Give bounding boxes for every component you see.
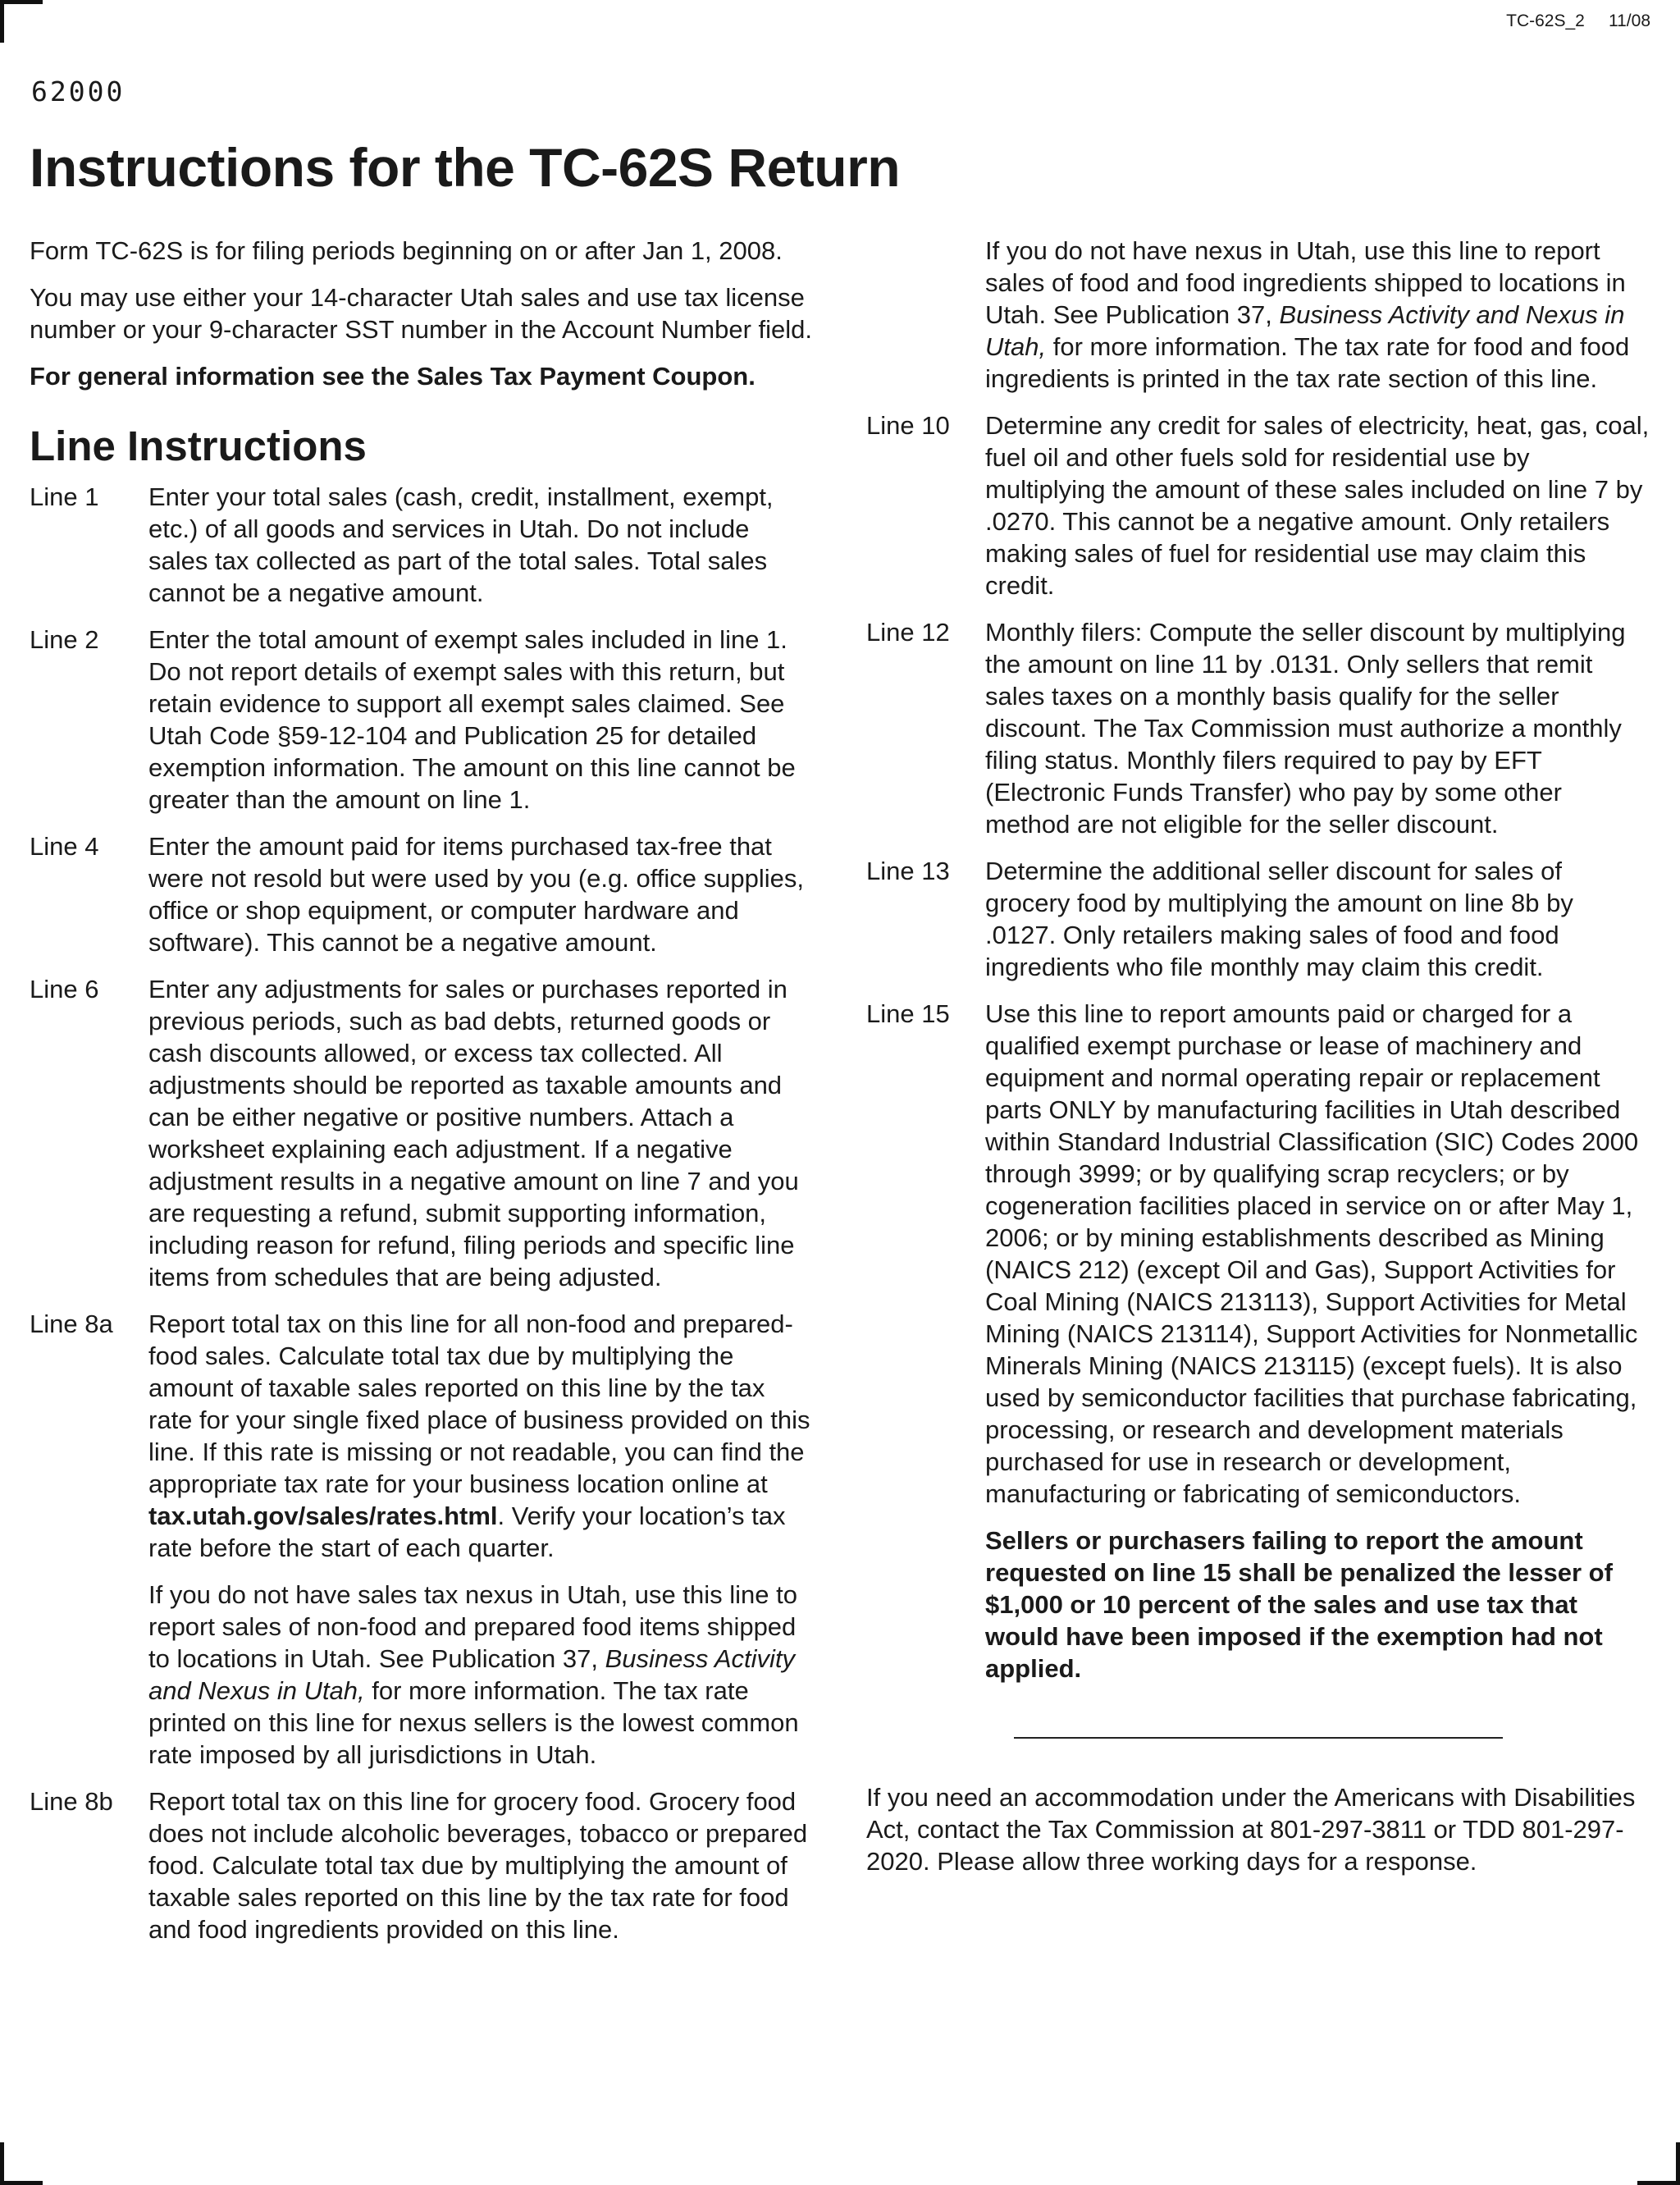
line-text-part: Report total tax on this line for all non-food and prepared-food sales. Calculate total tax due by multiplying the amount of taxable sales reported on this line by the tax rate for your single fixed place of business provided on this line. If this rate is missing or not readable, you can find the appropriate tax rate for your business location online at: [148, 1310, 810, 1498]
line-15-instruction: [866, 998, 1650, 1510]
form-id: TC-62S_2 11/08: [1506, 11, 1650, 30]
line-10-instruction: [866, 409, 1650, 601]
crop-mark-bottom-right-h: [1637, 2181, 1680, 2185]
line-text-part: If you do not have sales tax nexus in Utah, use this line to report sales of non-food and prepared food items shipped to locations in Utah. See Publication 37,: [148, 1580, 797, 1673]
line-label: Line 10: [866, 411, 950, 440]
line-label: Line 15: [866, 999, 950, 1028]
line-text: Enter the total amount of exempt sales included in line 1. Do not report details of exempt sales with this return, but retain evidence to support all exempt sales claimed. See Utah Code §59-12-104 and Publication 25 for detailed exemption information. The amount on this line cannot be greater than the amount on line 1.: [148, 625, 796, 814]
section-heading: Line Instructions: [30, 423, 367, 469]
line-text: [148, 1308, 814, 1564]
line-text: Monthly filers: Compute the seller discount by multiplying the amount on line 11 by .0131. Only sellers that remit sales taxes on a monthly basis qualify for the seller discount. The Tax Commission must authorize a monthly filing status. Monthly filers required to pay by EFT (Electronic Funds Transfer) who pay by some other method are not eligible for the seller discount.: [985, 618, 1626, 839]
line-label: Line 8a: [30, 1310, 113, 1338]
line-text: Enter your total sales (cash, credit, installment, exempt, etc.) of all goods and services in Utah. Do not include sales tax collected as part of the total sales. Total sales cannot be a negative amount.: [148, 482, 774, 607]
line-label: Line 6: [30, 975, 99, 1003]
line-13-instruction: [866, 855, 1650, 983]
line-text: Determine any credit for sales of electricity, heat, gas, coal, fuel oil and other fuels sold for residential use by multiplying the amount of these sales included on line 7 by .0270. This cannot be a negative amount. Only retailers making sales of fuel for residential use may claim this credit.: [985, 411, 1650, 600]
form-number: 62000: [31, 75, 126, 107]
crop-mark-bottom-left-h: [0, 2181, 43, 2185]
line-8b-nexus-paragraph: [985, 235, 1650, 395]
line-4-instruction: [30, 830, 814, 958]
line-text-part: for more information. The tax rate printed on this line for nexus sellers is the lowest common rate imposed by all jurisdictions in Utah.: [148, 1676, 799, 1769]
intro-general-info: For general information see the Sales Tax Payment Coupon.: [30, 362, 756, 391]
line-text-part: for more information. The tax rate for food and food ingredients is printed in the tax rate section of this line.: [985, 332, 1630, 393]
intro-filing-periods: Form TC-62S is for filing periods beginning on or after Jan 1, 2008.: [30, 236, 783, 265]
line-label: Line 13: [866, 857, 950, 885]
line-text-part: If you do not have nexus in Utah, use this line to report sales of food and food ingredients shipped to locations in Utah. See Publication 37,: [985, 236, 1626, 329]
ada-notice: If you need an accommodation under the Americans with Disabilities Act, contact the Tax Commission at 801-297-3811 or TDD 801-297-2020. Please allow three working days for a response.: [866, 1783, 1636, 1876]
crop-mark-bottom-right-v: [1676, 2142, 1680, 2185]
line-label: Line 2: [30, 625, 99, 654]
line-8b-instruction: [30, 1785, 814, 1945]
line-8a-instruction: [30, 1308, 814, 1564]
line-text: Report total tax on this line for grocery food. Grocery food does not include alcoholic beverages, tobacco or prepared food. Calculate total tax due by multiplying the amount of taxable sales reported on this line by the tax rate for food and food ingredients provided on this line.: [148, 1787, 808, 1944]
line-label: Line 1: [30, 482, 99, 511]
right-column: [866, 235, 1650, 1892]
line-8a-nexus-paragraph: [148, 1579, 814, 1771]
line-label: Line 4: [30, 832, 99, 861]
publication-title: Business Activity and Nexus in Utah,: [985, 300, 1625, 361]
line-6-instruction: [30, 973, 814, 1293]
crop-mark-top-left-v: [0, 0, 4, 43]
line-label: Line 8b: [30, 1787, 113, 1816]
crop-mark-bottom-left-v: [0, 2142, 4, 2185]
line-2-instruction: [30, 624, 814, 816]
line-text: Enter any adjustments for sales or purchases reported in previous periods, such as bad debts, returned goods or cash discounts allowed, or excess tax collected. All adjustments should be reported as taxable amounts and can be either negative or positive numbers. Attach a worksheet explaining each adjustment. If a negative adjustment results in a negative amount on line 7 and you are requesting a refund, submit supporting information, including reason for refund, filing periods and specific line items from schedules that are being adjusted.: [148, 975, 799, 1291]
rates-url-link[interactable]: tax.utah.gov/sales/rates.html: [148, 1502, 498, 1530]
left-column: [30, 235, 814, 1960]
intro-account-number: You may use either your 14-character Utah sales and use tax license number or your 9-character SST number in the Account Number field.: [30, 283, 812, 344]
line-text-part: . Verify your location’s tax rate before the start of each quarter.: [148, 1502, 786, 1562]
publication-title: Business Activity and Nexus in Utah,: [148, 1644, 796, 1705]
page-title: Instructions for the TC-62S Return: [30, 137, 901, 198]
line-text: Enter the amount paid for items purchased tax-free that were not resold but were used by you (e.g. office supplies, office or shop equipment, or computer hardware and software). This cannot be a negative amount.: [148, 832, 804, 957]
line-label: Line 12: [866, 618, 950, 647]
crop-mark-top-left-h: [0, 0, 43, 4]
divider: [1014, 1737, 1503, 1739]
line-text: Determine the additional seller discount for sales of grocery food by multiplying the amount on line 8b by .0127. Only retailers making sales of food and food ingredients who file monthly may claim this credit.: [985, 857, 1573, 981]
line-text: Use this line to report amounts paid or charged for a qualified exempt purchase or lease of machinery and equipment and normal operating repair or replacement parts ONLY by manufacturing facilities in Utah described within Standard Industrial Classification (SIC) Codes 2000 through 3999; or by qualifying scrap recyclers; or by cogeneration facilities placed in service on or after May 1, 2006; or by mining establishments described as Mining (NAICS 212) (except Oil and Gas), Support Activities for Coal Mining (NAICS 213113), Support Activities for Metal Mining (NAICS 213114), Support Activities for Nonmetallic Minerals Mining (NAICS 213115) (except fuels). It is also used by semiconductor facilities that purchase fabricating, processing, or research and development materials purchased for use in research or development, manufacturing or fabricating of semiconductors.: [985, 999, 1639, 1508]
line-15-penalty-notice: Sellers or purchasers failing to report the amount requested on line 15 shall be penalized the lesser of $1,000 or 10 percent of the sales and use tax that would have been imposed if the exemption had not applied.: [985, 1526, 1613, 1683]
line-1-instruction: [30, 481, 814, 609]
line-12-instruction: [866, 616, 1650, 840]
